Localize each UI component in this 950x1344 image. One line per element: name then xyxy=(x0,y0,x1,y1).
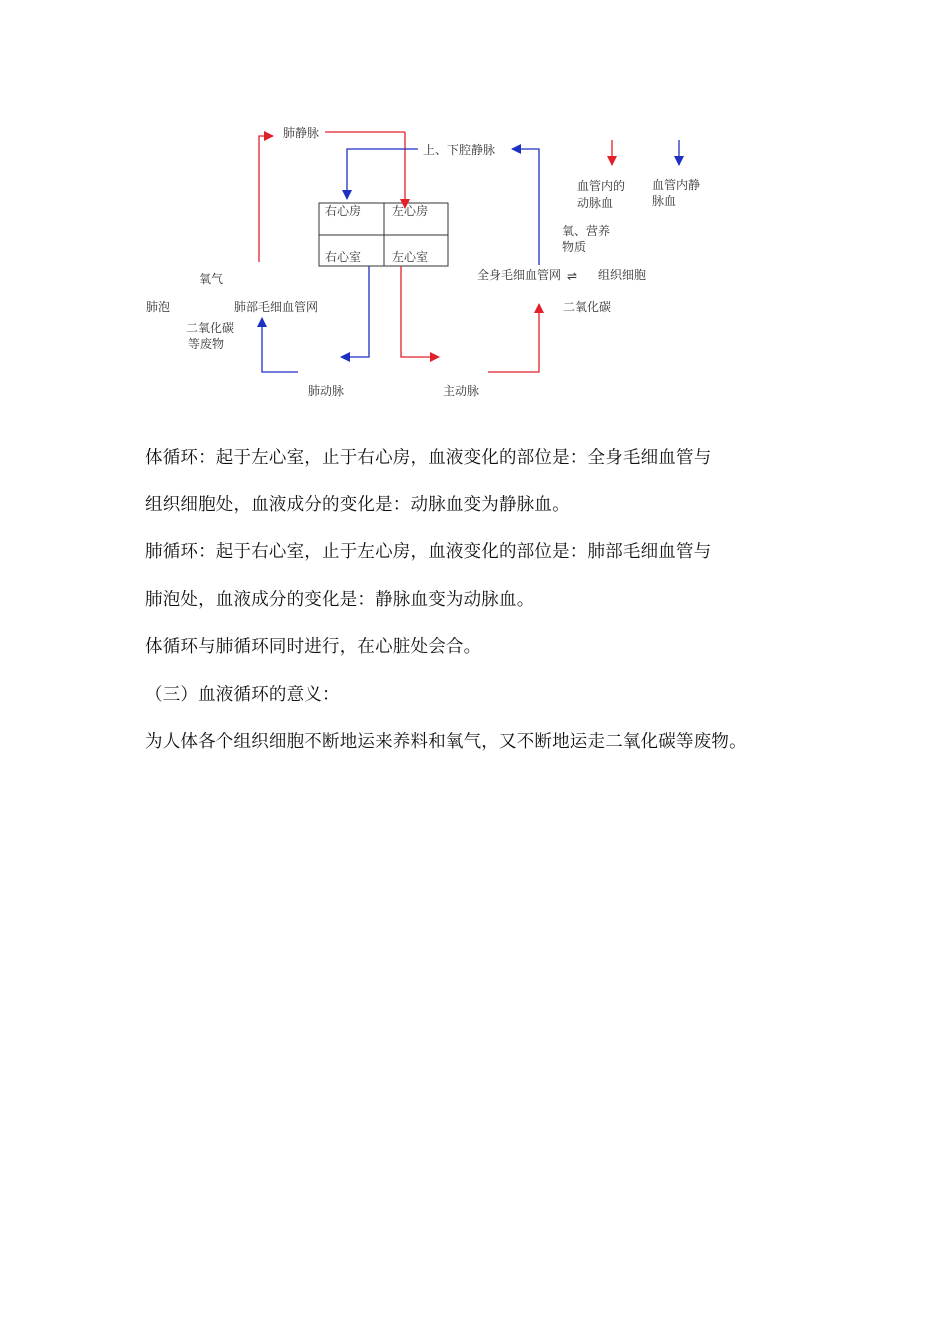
left-ventricle-label: 左心室 xyxy=(392,250,429,264)
venous-legend-line2: 脉血 xyxy=(652,194,677,208)
co2-label: 二氧化碳 xyxy=(563,300,612,314)
vena-cava-label: 上、下腔静脉 xyxy=(423,143,496,157)
systemic-circulation-text-1: 体循环：起于左心室，止于右心房，血液变化的部位是：全身毛细血管与 xyxy=(145,448,712,468)
alveoli-label: 肺泡 xyxy=(146,300,171,314)
lung-capillaries-label: 肺部毛细血管网 xyxy=(234,300,319,314)
pulmonary-circulation-text-1: 肺循环：起于右心室，止于左心房，血液变化的部位是：肺部毛细血管与 xyxy=(145,542,712,562)
pulmonary-vein-path xyxy=(259,132,405,262)
tissue-cells-label: 组织细胞 xyxy=(598,268,647,282)
systemic-circulation-text-2: 组织细胞处，血液成分的变化是：动脉血变为静脉血。 xyxy=(145,495,570,515)
venous-legend-line1: 血管内静 xyxy=(652,178,701,192)
oxygen-nutrients-label-line2: 物质 xyxy=(562,240,587,254)
arterial-legend-line1: 血管内的 xyxy=(577,179,626,193)
body-capillaries-label: 全身毛细血管网 xyxy=(477,268,562,282)
pulmonary-vein-label: 肺静脉 xyxy=(283,126,320,140)
heart-chambers xyxy=(319,203,448,266)
left-atrium-label: 左心房 xyxy=(392,204,429,218)
exchange-symbol: ⇌ xyxy=(567,269,578,283)
co2-waste-label-line1: 二氧化碳 xyxy=(186,321,235,335)
pulmonary-artery-path xyxy=(262,266,369,372)
aorta-label: 主动脉 xyxy=(443,384,480,398)
pulmonary-circulation-text-2: 肺泡处，血液成分的变化是：静脉血变为动脉血。 xyxy=(145,590,535,610)
right-ventricle-label: 右心室 xyxy=(325,250,362,264)
significance-text: 为人体各个组织细胞不断地运来养料和氧气，又不断地运走二氧化碳等废物。 xyxy=(145,732,747,752)
right-atrium-label: 右心房 xyxy=(325,204,362,218)
co2-waste-label-line2: 等废物 xyxy=(188,337,225,351)
oxygen-label: 氧气 xyxy=(199,272,224,286)
blood-circulation-diagram xyxy=(0,0,950,420)
section-heading-significance: （三）血液循环的意义： xyxy=(145,685,340,705)
circulation-relation-text: 体循环与肺循环同时进行，在心脏处会合。 xyxy=(145,637,482,657)
legend xyxy=(577,140,700,210)
arterial-legend-line2: 动脉血 xyxy=(577,196,614,210)
vena-cava-path xyxy=(347,149,539,265)
oxygen-nutrients-label-line1: 氧、营养 xyxy=(562,224,611,238)
pulmonary-artery-label: 肺动脉 xyxy=(308,384,345,398)
